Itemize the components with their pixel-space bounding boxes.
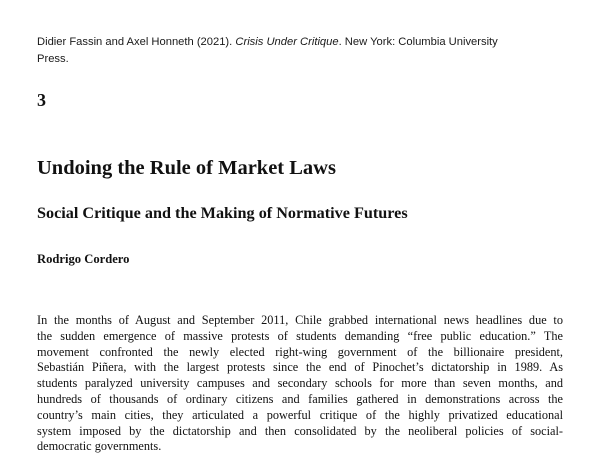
- body-line: the sudden emergence of massive protests of students demanding “free public education.” The: [37, 328, 563, 343]
- chapter-title: Undoing the Rule of Market Laws: [37, 157, 336, 179]
- citation-publisher: . New York: Columbia University: [338, 36, 498, 48]
- body-line: In the months of August and September 2011, Chile grabbed international news headlines due to: [37, 313, 563, 327]
- citation-book-title: Crisis Under Critique: [235, 36, 339, 48]
- body-paragraph: [37, 313, 563, 455]
- body-line: hundreds of thousands of ordinary citizens and families gathered in demonstrations across the: [37, 391, 563, 406]
- body-line: system imposed by the dictatorship and then consolidated by the neoliberal policies of social-: [37, 423, 563, 438]
- chapter-author: Rodrigo Cordero: [37, 252, 130, 266]
- body-line: Sebastián Piñera, with the largest protests since the end of Pinochet’s dictatorship in 1989. As: [37, 360, 563, 375]
- body-line: country’s main cities, they articulated a powerful critique of the highly privatized educational: [37, 407, 563, 422]
- citation-publisher-cont: Press.: [37, 53, 69, 65]
- chapter-subtitle: Social Critique and the Making of Normative Futures: [37, 204, 408, 222]
- citation: [37, 34, 557, 68]
- body-line: movement confronted the newly elected right-wing government of the billionaire president,: [37, 344, 563, 359]
- citation-authors-year: Didier Fassin and Axel Honneth (2021).: [37, 36, 236, 48]
- body-line: democratic governments.: [37, 439, 162, 454]
- chapter-number: 3: [37, 90, 46, 110]
- body-line: students paralyzed university campuses and secondary schools for more than seven months, and: [37, 376, 563, 391]
